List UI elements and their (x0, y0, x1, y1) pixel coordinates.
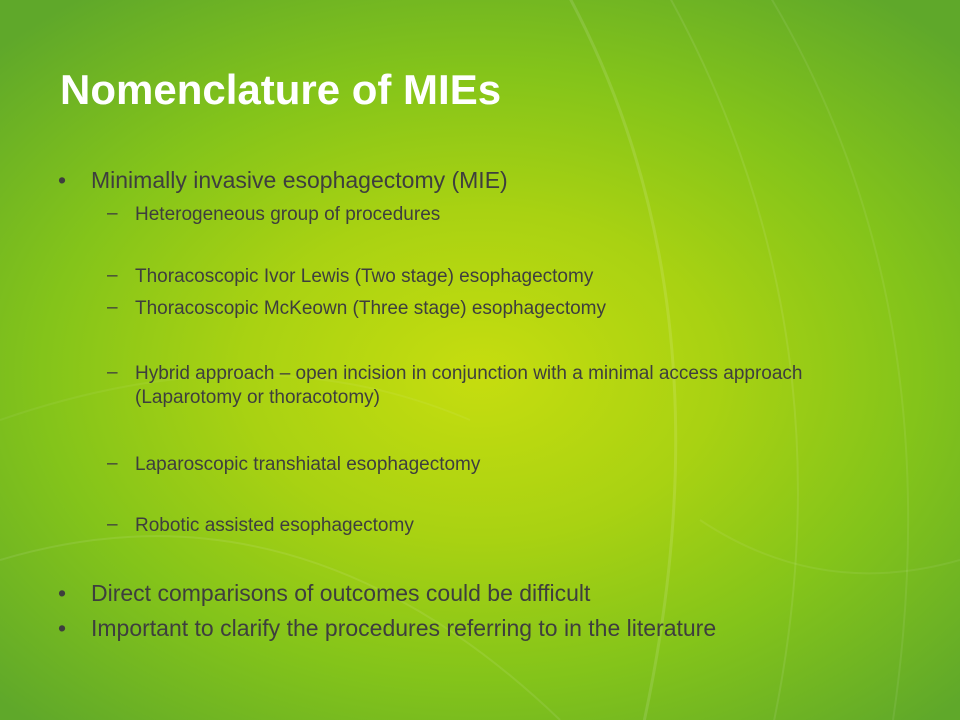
sub-item-text: Thoracoscopic Ivor Lewis (Two stage) esophagectomy (135, 266, 594, 287)
bullet-marker: • (58, 615, 67, 641)
sub-item-text: Laparoscopic transhiatal esophagectomy (135, 454, 481, 475)
dash-marker: – (107, 203, 118, 224)
sub-item-text: Heterogeneous group of procedures (135, 204, 441, 225)
bullet-text: Important to clarify the procedures referring to in the literature (91, 615, 717, 641)
bullet-text: Direct comparisons of outcomes could be difficult (91, 580, 591, 606)
dash-marker: – (107, 514, 118, 535)
dash-marker: – (107, 265, 118, 286)
dash-marker: – (107, 297, 118, 318)
sub-item-text: Robotic assisted esophagectomy (135, 515, 414, 536)
bullet-marker: • (58, 580, 67, 606)
sub-item-text: Hybrid approach – open incision in conjunction with a minimal access approach (Laparotomy or thoracotomy) (135, 363, 803, 408)
sub-item-text: Thoracoscopic McKeown (Three stage) esophagectomy (135, 298, 607, 319)
dash-marker: – (107, 362, 118, 383)
bullet-marker: • (58, 167, 67, 193)
bullet-text: Minimally invasive esophagectomy (MIE) (91, 167, 508, 193)
slide-title: Nomenclature of MIEs (60, 66, 502, 113)
dash-marker: – (107, 453, 118, 474)
